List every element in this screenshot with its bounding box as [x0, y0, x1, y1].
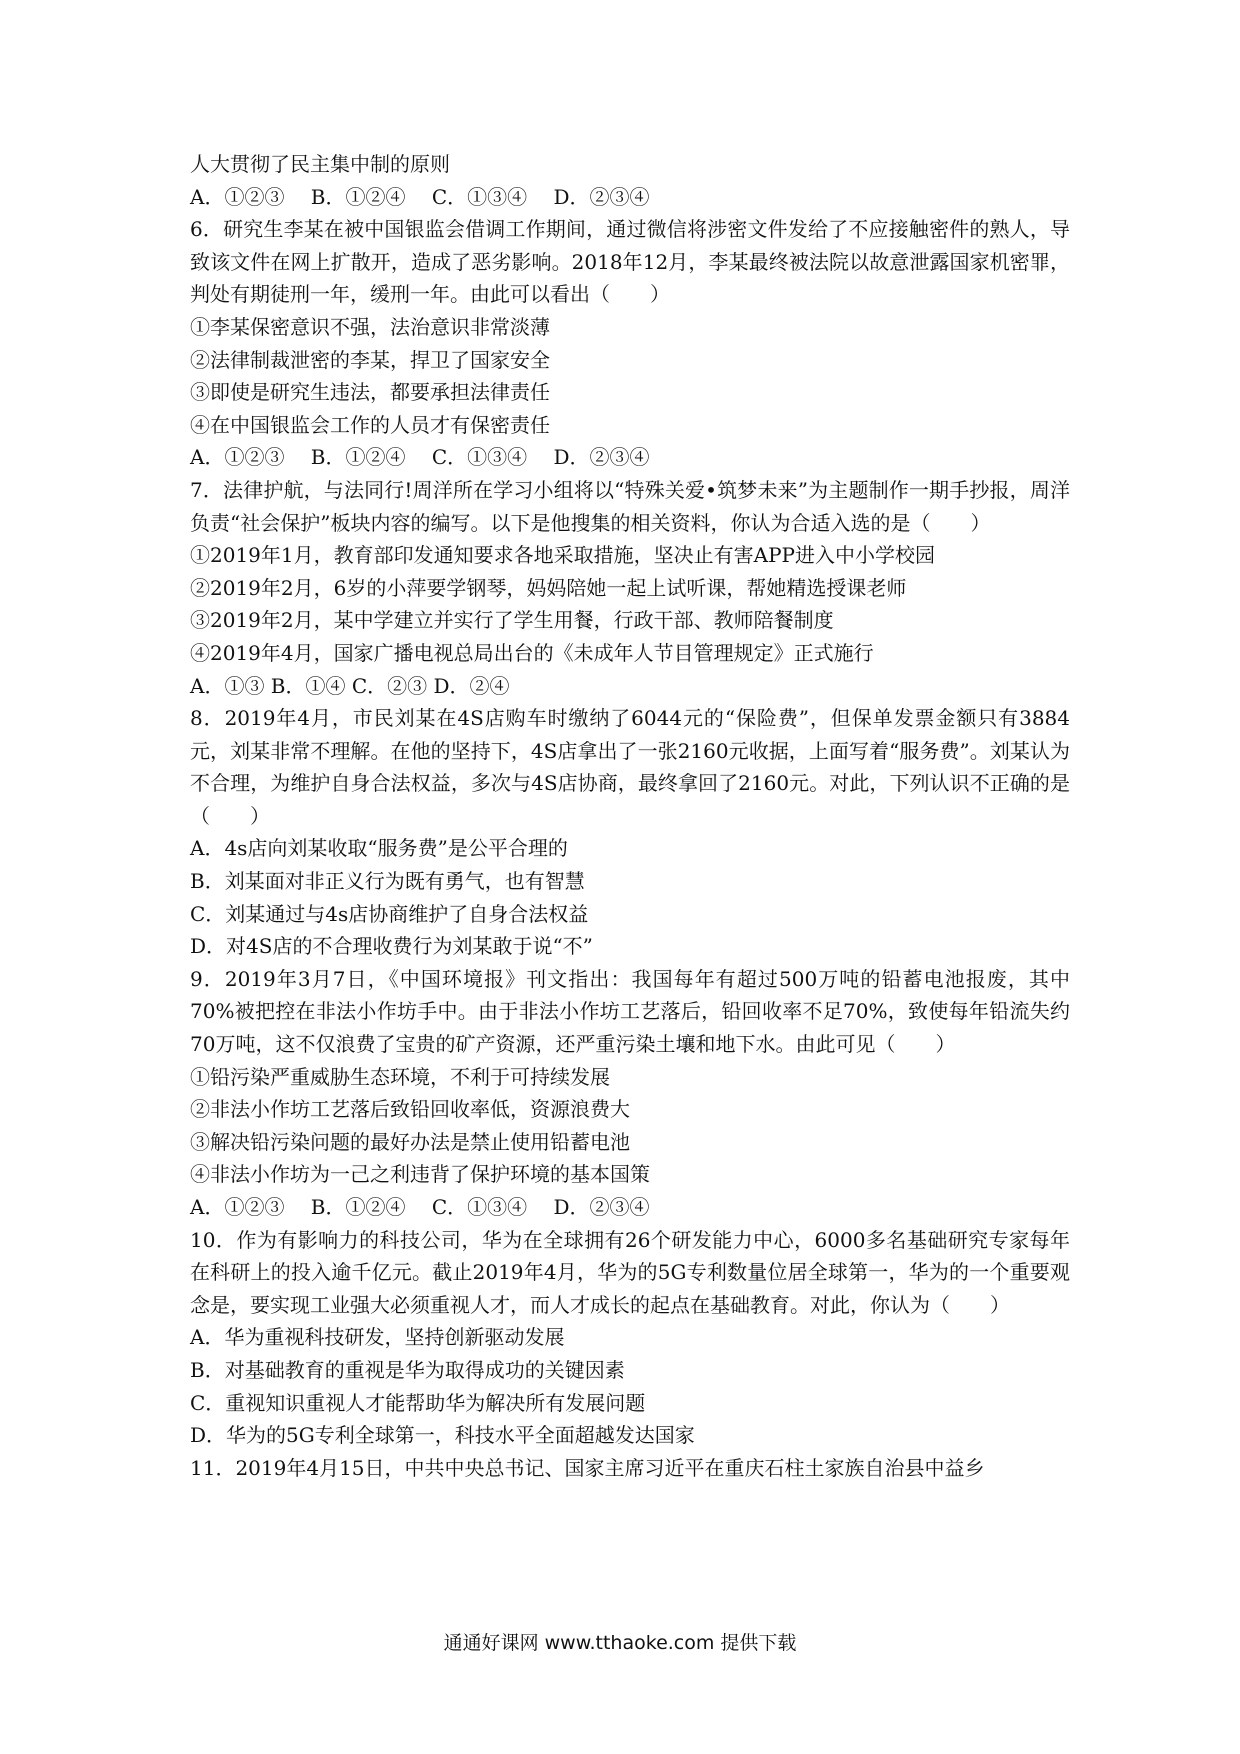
statement-3: ③即使是研究生违法，都要承担法律责任 [190, 380, 550, 405]
statement-2: ②2019年2月，6岁的小萍要学钢琴，妈妈陪她一起上试听课，帮她精选授课老师 [190, 575, 907, 600]
option-a: A．4s店向刘某收取“服务费”是公平合理的 [190, 836, 568, 861]
question-9: 9．2019年3月7日，《中国环境报》刊文指出：我国每年有超过500万吨的铅蓄电池报废，其中70%被把控在非法小作坊手中。由于非法小作坊工艺落后，铅回收率不足70%，致使每年铅流失约70万吨，这不仅浪费了宝贵的矿产资源，还严重污染土壤和地下水。由此可见（ ） [190, 966, 1070, 1057]
statement-1: ①铅污染严重威胁生态环境，不利于可持续发展 [190, 1064, 610, 1089]
answer-options: A．①②③ B．①②④ C．①③④ D．②③④ [190, 184, 650, 209]
statement-1: ①李某保密意识不强，法治意识非常淡薄 [190, 314, 550, 339]
answer-options: A．①②③ B．①②④ C．①③④ D．②③④ [190, 1195, 650, 1219]
question-7: 7．法律护航，与法同行!周洋所在学习小组将以“特殊关爱•筑梦未来”为主题制作一期手抄报，周洋负责“社会保护”板块内容的编写。以下是他搜集的相关资料，你认为合适入选的是（ ） [190, 477, 1070, 535]
statement-3: ③解决铅污染问题的最好办法是禁止使用铅蓄电池 [190, 1129, 630, 1154]
question-11: 11．2019年4月15日，中共中央总书记、国家主席习近平在重庆石柱土家族自治县中益乡 [190, 1455, 985, 1480]
statement-2: ②非法小作坊工艺落后致铅回收率低，资源浪费大 [190, 1097, 630, 1122]
statement-4: ④2019年4月，国家广播电视总局出台的《未成年人节目管理规定》正式施行 [190, 640, 874, 665]
statement-4: ④在中国银监会工作的人员才有保密责任 [190, 412, 550, 437]
answer-options: A．①②③ B．①②④ C．①③④ D．②③④ [190, 445, 650, 470]
statement-3: ③2019年2月，某中学建立并实行了学生用餐，行政干部、教师陪餐制度 [190, 608, 834, 633]
answer-options: A．①③ B．①④ C．②③ D．②④ [190, 673, 510, 698]
option-b: B．对基础教育的重视是华为取得成功的关键因素 [190, 1357, 625, 1382]
statement-1: ①2019年1月，教育部印发通知要求各地采取措施，坚决止有害APP进入中小学校园 [190, 543, 935, 568]
option-a: A．华为重视科技研发，坚持创新驱动发展 [190, 1325, 565, 1350]
statement-2: ②法律制裁泄密的李某，捍卫了国家安全 [190, 347, 550, 372]
option-c: C．重视知识重视人才能帮助华为解决所有发展问题 [190, 1390, 646, 1415]
question-10: 10．作为有影响力的科技公司，华为在全球拥有26个研发能力中心，6000多名基础研究专家每年在科研上的投入逾千亿元。截止2019年4月，华为的5G专利数量位居全球第一，华为的一个重要观念是，要实现工业强大必须重视人才，而人才成长的起点在基础教育。对此，你认为（ ） [190, 1227, 1070, 1317]
option-d: D．华为的5G专利全球第一，科技水平全面超越发达国家 [190, 1423, 695, 1448]
document-body [190, 148, 1070, 1484]
option-b: B．刘某面对非正义行为既有勇气，也有智慧 [190, 869, 585, 894]
page-footer: 通通好课网 www.tthaoke.com 提供下载 [443, 1632, 797, 1654]
option-c: C．刘某通过与4s店协商维护了自身合法权益 [190, 901, 589, 926]
text-line: 人大贯彻了民主集中制的原则 [190, 152, 450, 176]
option-d: D．对4S店的不合理收费行为刘某敢于说“不” [190, 934, 593, 959]
statement-4: ④非法小作坊为一己之利违背了保护环境的基本国策 [190, 1162, 650, 1187]
question-6: 6．研究生李某在被中国银监会借调工作期间，通过微信将涉密文件发给了不应接触密件的熟人，导致该文件在网上扩散开，造成了恶劣影响。2018年12月，李某最终被法院以故意泄露国家机密罪，判处有期徒刑一年，缓刑一年。由此可以看出（ ） [190, 217, 1070, 307]
question-8: 8．2019年4月，市民刘某在4S店购车时缴纳了6044元的“保险费”，但保单发票金额只有3884元，刘某非常不理解。在他的坚持下，4S店拿出了一张2160元收据，上面写着“服务费”。刘某认为不合理，为维护自身合法权益，多次与4S店协商，最终拿回了2160元。对此，下列认识不正确的是（ ） [190, 706, 1070, 828]
